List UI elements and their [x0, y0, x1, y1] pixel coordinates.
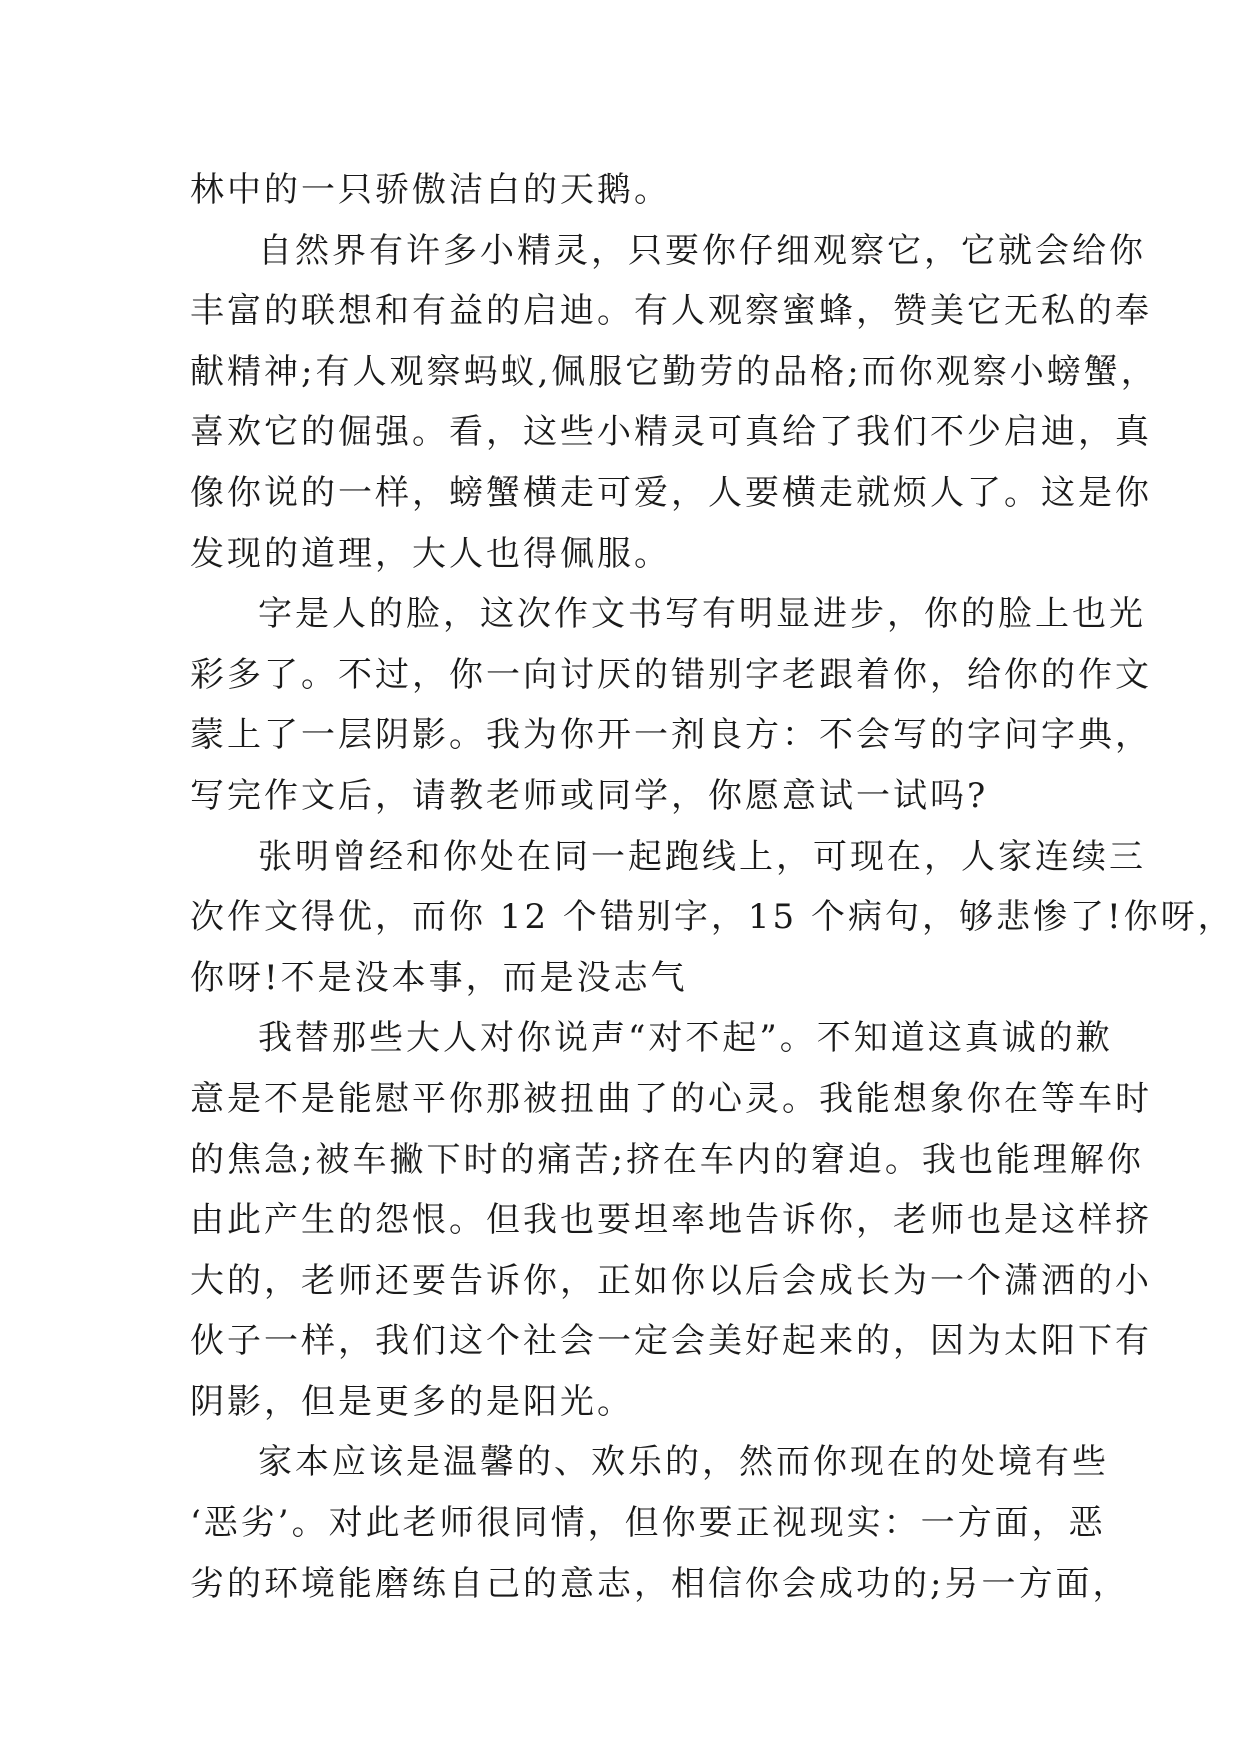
- text-line: 像你说的一样，螃蟹横走可爱，人要横走就烦人了。这是你: [190, 472, 1152, 513]
- text-line: 劣的环境能磨练自己的意志，相信你会成功的;另一方面，: [190, 1563, 1130, 1604]
- text-line: ‘恶劣’。对此老师很同情，但你要正视现实：一方面，恶: [190, 1503, 1106, 1544]
- text-line: 阴影，但是更多的是阳光。: [190, 1381, 634, 1422]
- text-line: 字是人的脸，这次作文书写有明显进步，你的脸上也光: [258, 594, 1146, 635]
- text-line: 献精神;有人观察蚂蚁,佩服它勤劳的品格;而你观察小螃蟹，: [190, 351, 1158, 392]
- text-line: 由此产生的怨恨。但我也要坦率地告诉你，老师也是这样挤: [190, 1200, 1152, 1241]
- text-line: 喜欢它的倔强。看，这些小精灵可真给了我们不少启迪，真: [190, 412, 1152, 453]
- text-line: 丰富的联想和有益的启迪。有人观察蜜蜂，赞美它无私的奉: [190, 291, 1152, 332]
- text-line: 大的，老师还要告诉你，正如你以后会成长为一个潇洒的小: [190, 1260, 1152, 1301]
- text-line: 张明曾经和你处在同一起跑线上，可现在，人家连续三: [258, 836, 1146, 877]
- text-line: 彩多了。不过，你一向讨厌的错别字老跟着你，给你的作文: [190, 654, 1152, 695]
- text-line: 蒙上了一层阴影。我为你开一剂良方：不会写的字问字典，: [190, 715, 1152, 756]
- text-line: 伙子一样，我们这个社会一定会美好起来的，因为太阳下有: [190, 1321, 1152, 1362]
- body-text: [190, 160, 1235, 1614]
- text-line: 家本应该是温馨的、欢乐的，然而你现在的处境有些: [258, 1442, 1109, 1483]
- text-line: 发现的道理，大人也得佩服。: [190, 533, 671, 574]
- text-line: 的焦急;被车撇下时的痛苦;挤在车内的窘迫。我也能理解你: [190, 1139, 1144, 1180]
- text-line: 次作文得优，而你 12 个错别字，15 个病句，够悲惨了!你呀，: [190, 897, 1235, 938]
- text-line: 写完作文后，请教老师或同学，你愿意试一试吗?: [190, 775, 989, 816]
- text-line: 林中的一只骄傲洁白的天鹅。: [190, 170, 671, 210]
- text-line: 我替那些大人对你说声“对不起”。不知道这真诚的歉: [258, 1018, 1113, 1059]
- text-line: 意是不是能慰平你那被扭曲了的心灵。我能想象你在等车时: [190, 1078, 1152, 1119]
- text-line: 自然界有许多小精灵，只要你仔细观察它，它就会给你: [258, 230, 1146, 271]
- text-line: 你呀!不是没本事，而是没志气: [190, 957, 688, 998]
